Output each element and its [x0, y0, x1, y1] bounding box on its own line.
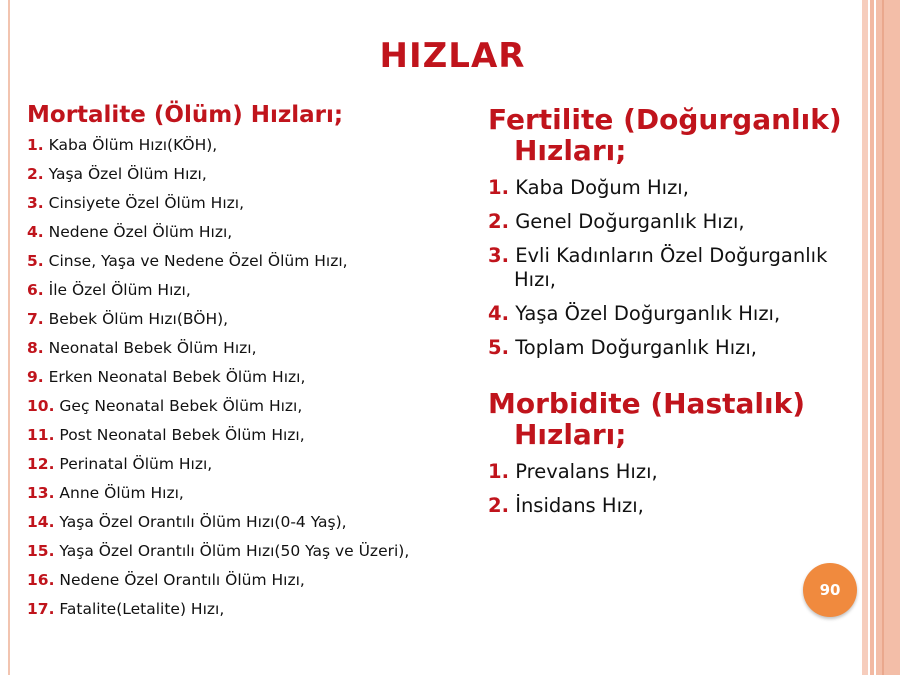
item-number: 2.	[488, 494, 509, 517]
border-stripe	[882, 0, 884, 675]
item-number: 9.	[27, 368, 44, 386]
item-text: Neonatal Bebek Ölüm Hızı,	[48, 339, 257, 357]
list-item	[27, 194, 467, 213]
item-number: 3.	[488, 244, 509, 267]
item-text: Nedene Özel Orantılı Ölüm Hızı,	[59, 571, 305, 589]
item-text: Post Neonatal Bebek Ölüm Hızı,	[59, 426, 305, 444]
item-text: Nedene Özel Ölüm Hızı,	[48, 223, 233, 241]
mortality-column	[27, 102, 467, 629]
list-item	[488, 460, 858, 484]
page-number-badge: 90	[803, 563, 857, 617]
item-number: 7.	[27, 310, 44, 328]
item-number: 5.	[488, 336, 509, 359]
list-item	[488, 494, 858, 518]
item-number: 16.	[27, 571, 55, 589]
item-number: 12.	[27, 455, 55, 473]
list-item	[488, 176, 858, 200]
item-number: 15.	[27, 542, 55, 560]
list-item	[27, 455, 467, 474]
slide-right-border	[862, 0, 900, 675]
list-item	[27, 281, 467, 300]
item-text: Cinsiyete Özel Ölüm Hızı,	[48, 194, 245, 212]
item-text: Evli Kadınların Özel Doğurganlık Hızı,	[514, 244, 828, 291]
item-text: Genel Doğurganlık Hızı,	[515, 210, 745, 233]
item-text: İnsidans Hızı,	[515, 494, 644, 517]
mortality-list	[27, 136, 467, 619]
item-text: Anne Ölüm Hızı,	[59, 484, 184, 502]
item-text: Kaba Ölüm Hızı(KÖH),	[48, 136, 218, 154]
morbidity-heading: Morbidite (Hastalık) Hızları;	[488, 387, 805, 451]
item-number: 6.	[27, 281, 44, 299]
border-stripe	[876, 0, 900, 675]
item-number: 1.	[488, 460, 509, 483]
list-item	[27, 136, 467, 155]
item-text: Yaşa Özel Orantılı Ölüm Hızı(50 Yaş ve Üzeri),	[59, 542, 410, 560]
list-item	[27, 542, 467, 561]
fertility-list	[488, 176, 858, 360]
list-item	[27, 571, 467, 590]
item-number: 2.	[27, 165, 44, 183]
right-column	[488, 104, 858, 528]
fertility-heading: Fertilite (Doğurganlık) Hızları;	[488, 103, 842, 167]
morbidity-list	[488, 460, 858, 518]
item-text: Perinatal Ölüm Hızı,	[59, 455, 213, 473]
item-text: Erken Neonatal Bebek Ölüm Hızı,	[48, 368, 306, 386]
list-item	[488, 210, 858, 234]
item-number: 8.	[27, 339, 44, 357]
list-item	[27, 426, 467, 445]
slide-left-border	[0, 0, 10, 675]
list-item	[488, 244, 858, 292]
list-item	[27, 484, 467, 503]
border-stripe	[862, 0, 868, 675]
item-text: Cinse, Yaşa ve Nedene Özel Ölüm Hızı,	[48, 252, 348, 270]
item-text: Yaşa Özel Ölüm Hızı,	[48, 165, 207, 183]
item-number: 14.	[27, 513, 55, 531]
item-number: 2.	[488, 210, 509, 233]
item-text: Yaşa Özel Orantılı Ölüm Hızı(0-4 Yaş),	[59, 513, 347, 531]
item-text: Prevalans Hızı,	[515, 460, 658, 483]
list-item	[27, 252, 467, 271]
item-text: İle Özel Ölüm Hızı,	[48, 281, 191, 299]
item-text: Geç Neonatal Bebek Ölüm Hızı,	[59, 397, 303, 415]
list-item	[27, 310, 467, 329]
list-item	[27, 339, 467, 358]
item-text: Yaşa Özel Doğurganlık Hızı,	[515, 302, 781, 325]
item-text: Toplam Doğurganlık Hızı,	[515, 336, 757, 359]
slide-title: HIZLAR	[379, 36, 526, 76]
item-number: 5.	[27, 252, 44, 270]
item-number: 11.	[27, 426, 55, 444]
list-item	[27, 368, 467, 387]
item-number: 17.	[27, 600, 55, 618]
item-text: Bebek Ölüm Hızı(BÖH),	[48, 310, 229, 328]
list-item	[27, 600, 467, 619]
mortality-heading: Mortalite (Ölüm) Hızları;	[27, 102, 344, 128]
item-number: 13.	[27, 484, 55, 502]
list-item	[27, 513, 467, 532]
list-item	[27, 223, 467, 242]
list-item	[488, 302, 858, 326]
list-item	[488, 336, 858, 360]
item-number: 4.	[27, 223, 44, 241]
item-number: 1.	[488, 176, 509, 199]
item-number: 10.	[27, 397, 55, 415]
item-number: 1.	[27, 136, 44, 154]
list-item	[27, 397, 467, 416]
list-item	[27, 165, 467, 184]
item-number: 4.	[488, 302, 509, 325]
item-number: 3.	[27, 194, 44, 212]
border-stripe	[870, 0, 874, 675]
item-text: Kaba Doğum Hızı,	[515, 176, 689, 199]
item-text: Fatalite(Letalite) Hızı,	[59, 600, 225, 618]
